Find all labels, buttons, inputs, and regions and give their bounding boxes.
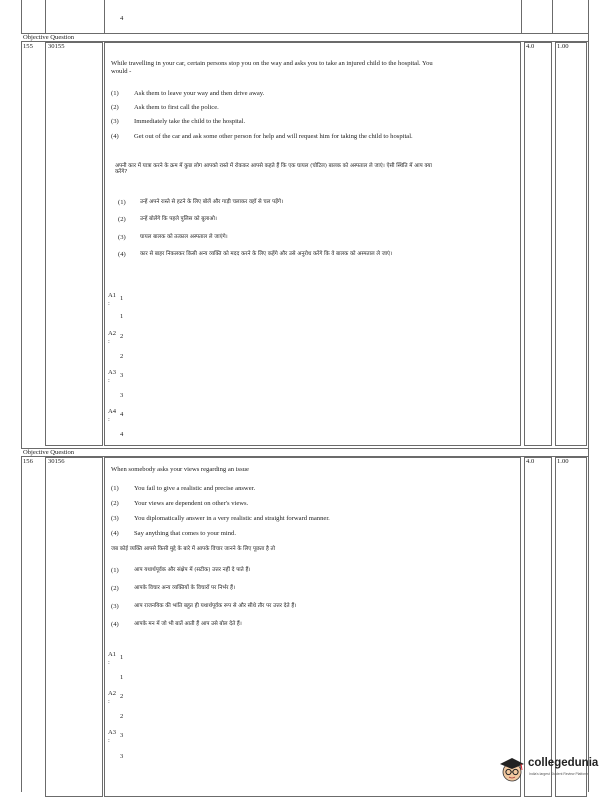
question-stem-hindi: जब कोई व्यक्ति आपसे किसी मुद्दे के बारे में आपके विचार जानने के लिए पूछता है तो [111,546,275,552]
answer-colon: : [108,377,110,384]
table-border [552,0,553,33]
marks-cell [524,457,552,797]
answer-text: 3 [120,392,124,399]
question-id-cell [45,42,103,446]
table-border-left [21,456,22,792]
marks: 4.0 [526,43,535,50]
option-number: (3) [111,515,119,522]
question-id: 30155 [48,43,65,50]
option-text-hindi: आपके मन में जो भी बातें आती हैं आप उसे बोल देते हैं। [134,621,242,627]
answer-label: A1 [108,292,117,299]
option-text: Ask them to first call the police. [134,104,219,111]
option-text-hindi: उन्हें अपने रास्ते से हटने के लिए बोलें और गाड़ी चलाकर वहाँ से चल पड़ेंगे। [140,199,284,205]
section-label: Objective Question [23,449,75,456]
section-label: Objective Question [23,34,75,41]
option-number: (4) [111,133,119,140]
brand-name: collegedunia [528,757,599,769]
option-text: You diplomatically answer in a very realistic and straight forward manner. [134,515,330,522]
answer-colon: : [108,698,110,705]
table-border-right [588,448,589,792]
option-number: (3) [118,234,126,241]
answer-value: 1 [120,295,124,302]
option-number: (1) [111,90,119,97]
table-border-right [588,33,589,449]
answer-value: 2 [120,333,124,340]
table-border [45,0,46,33]
option-text: Say anything that comes to your mind. [134,530,237,537]
negative-marks: 1.00 [557,458,569,465]
question-stem-hindi: अपनी कार में यात्रा करने के क्रम में कुछ लोग आपको रास्ते में रोककर आपसे कहते हैं कि एक घायल (चोटिल) बालक को अस्पताल ले जाएं। ऐसी स्थिति में आप क्या करेंगे? [115,163,432,176]
table-border [21,448,588,449]
answer-label: A3 [108,729,117,736]
answer-text: 4 [120,431,124,438]
answer-value: 3 [120,732,124,739]
option-number: (2) [111,585,119,592]
option-number: (4) [111,621,119,628]
option-text-hindi: कार से बाहर निकलकर किसी अन्य व्यक्ति को मदद करने के लिए कहेंगे और उसे अनुरोध करेंगे कि वे बालक को अस्पताल ले जाएं। [140,251,393,257]
option-number: (1) [118,199,126,206]
option-number: (1) [111,567,119,574]
answer-text: 1 [120,674,124,681]
mascot-icon [497,755,527,785]
option-number: (2) [111,500,119,507]
answer-value: 3 [120,372,124,379]
option-text-hindi: उन्हें बोलेंगे कि पहले पुलिस को बुलाओ। [140,216,217,222]
table-border-left [21,0,22,33]
marks-cell [524,42,552,446]
answer-text: 1 [120,313,124,320]
option-text-hindi: घायल बालक को तत्काल अस्पताल ले जाएंगे। [140,234,228,240]
option-text: Immediately take the child to the hospital. [134,118,246,125]
answer-value: 2 [120,693,124,700]
answer-value: 1 [120,654,124,661]
answer-colon: : [108,338,110,345]
question-number: 156 [23,458,33,465]
answer-label: A1 [108,651,117,658]
answer-label: A3 [108,369,117,376]
answer-colon: : [108,300,110,307]
answer-text: 3 [120,753,124,760]
option-text: You fail to give a realistic and precise answer. [134,485,256,492]
marks: 4.0 [526,458,535,465]
option-text: Your views are dependent on other's views. [134,500,249,507]
negative-marks-cell [555,42,587,446]
option-number: (1) [111,485,119,492]
option-number: (4) [111,530,119,537]
question-stem: When somebody asks your views regarding an issue [111,466,249,473]
table-border [21,33,588,34]
option-text: Get out of the car and ask some other person for help and will request him for taking the child to hospital. [134,133,413,140]
option-number: (3) [111,118,119,125]
answer-text: 4 [120,15,124,22]
table-border [521,0,522,33]
table-border-right [588,0,589,33]
option-text-hindi: आप राजनयिक की भांति बहुत ही यथार्थपूर्वक रूप से और सीधे तौर पर उत्तर देते हैं। [134,603,297,609]
option-number: (3) [111,603,119,610]
option-text-hindi: आप यथार्थपूर्वक और संक्षेप में (सटीक) उत्तर नहीं दे पाते हैं। [134,567,251,573]
option-number: (2) [111,104,119,111]
answer-value: 4 [120,411,124,418]
negative-marks-cell [555,457,587,797]
table-border-left [21,41,22,449]
answer-label: A2 [108,690,117,697]
question-id: 30156 [48,458,65,465]
question-body-cell [104,42,521,446]
option-number: (2) [118,216,126,223]
watermark-logo [497,752,605,788]
question-number: 155 [23,43,33,50]
answer-colon: : [108,659,110,666]
answer-colon: : [108,416,110,423]
option-text: Ask them to leave your way and then drive away. [134,90,265,97]
answer-text: 2 [120,713,124,720]
answer-text: 2 [120,353,124,360]
answer-colon: : [108,737,110,744]
table-border [104,0,105,33]
question-id-cell [45,457,103,797]
brand-tagline: India's largest Student Review Platform [529,772,589,776]
answer-label: A4 [108,408,117,415]
answer-label: A2 [108,330,117,337]
option-number: (4) [118,251,126,258]
question-stem: While travelling in your car, certain persons stop you on the way and asks you to take an injured child to the hospital. You would - [111,60,433,75]
negative-marks: 1.00 [557,43,569,50]
option-text-hindi: आपके विचार अन्य व्यक्तियों के विचारों पर निर्भर हैं। [134,585,236,591]
